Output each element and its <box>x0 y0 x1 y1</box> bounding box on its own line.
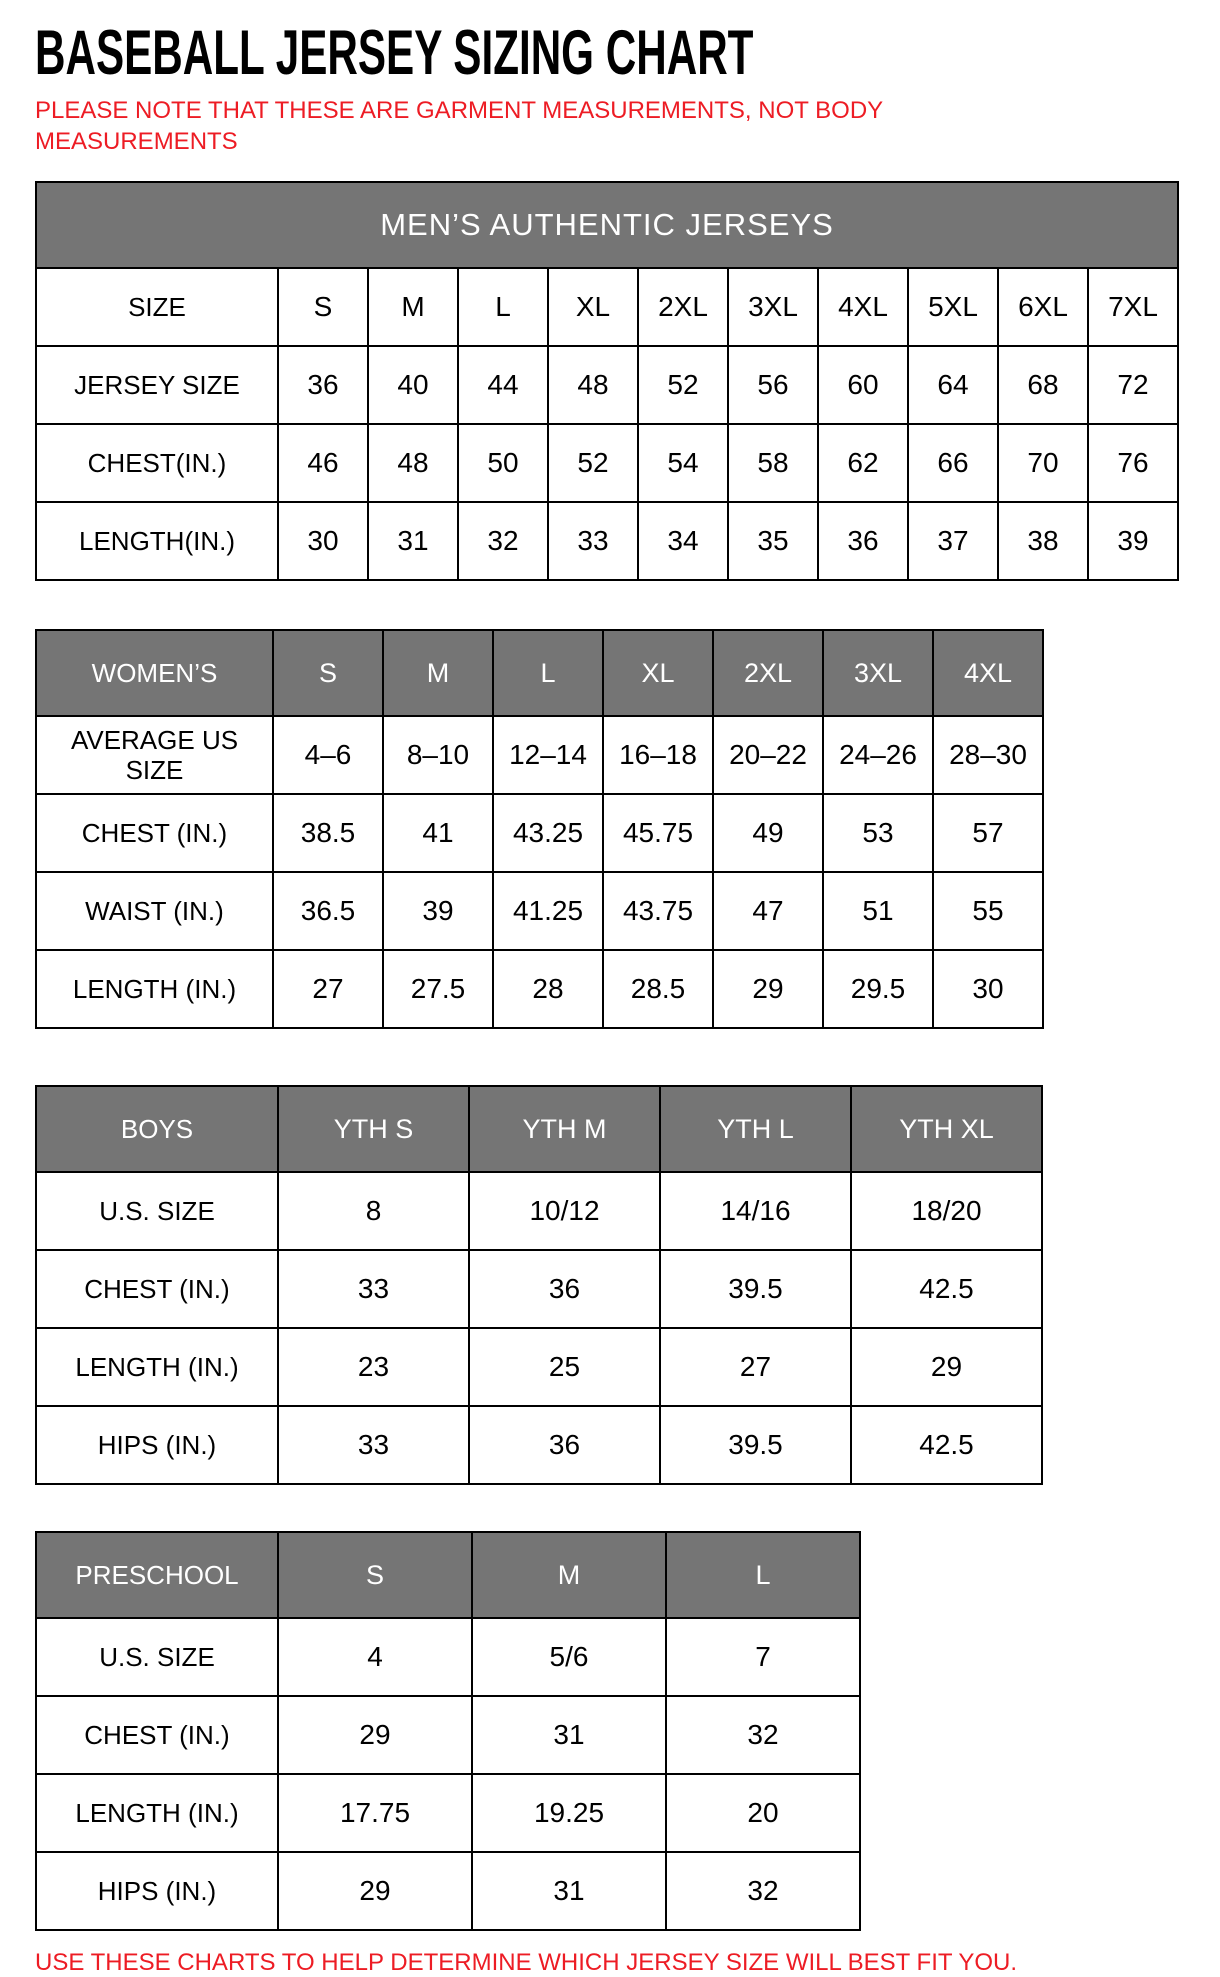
preschool-value-cell: 29 <box>278 1696 472 1774</box>
preschool-value-cell: 32 <box>666 1852 860 1930</box>
womens-value-cell: 55 <box>933 872 1043 950</box>
preschool-table-row <box>36 1618 860 1696</box>
mens-value-cell: 52 <box>548 424 638 502</box>
boys-table-row <box>36 1328 1042 1406</box>
mens-value-cell: 34 <box>638 502 728 580</box>
preschool-table-row <box>36 1696 860 1774</box>
mens-value-cell: 36 <box>278 346 368 424</box>
boys-column-header: YTH L <box>660 1086 851 1172</box>
boys-row-label: U.S. SIZE <box>36 1172 278 1250</box>
boys-column-header: YTH XL <box>851 1086 1042 1172</box>
boys-value-cell: 29 <box>851 1328 1042 1406</box>
boys-value-cell: 42.5 <box>851 1406 1042 1484</box>
womens-value-cell: 39 <box>383 872 493 950</box>
mens-value-cell: XL <box>548 268 638 346</box>
boys-value-cell: 10/12 <box>469 1172 660 1250</box>
preschool-value-cell: 7 <box>666 1618 860 1696</box>
mens-value-cell: 3XL <box>728 268 818 346</box>
womens-value-cell: 24–26 <box>823 716 933 794</box>
womens-value-cell: 47 <box>713 872 823 950</box>
womens-value-cell: 27 <box>273 950 383 1028</box>
womens-value-cell: 43.75 <box>603 872 713 950</box>
boys-value-cell: 36 <box>469 1406 660 1484</box>
mens-value-cell: 50 <box>458 424 548 502</box>
boys-value-cell: 36 <box>469 1250 660 1328</box>
boys-row-label: CHEST (IN.) <box>36 1250 278 1328</box>
boys-row-label: LENGTH (IN.) <box>36 1328 278 1406</box>
preschool-column-header: M <box>472 1532 666 1618</box>
mens-value-cell: 6XL <box>998 268 1088 346</box>
womens-value-cell: 27.5 <box>383 950 493 1028</box>
mens-row-label: CHEST(IN.) <box>36 424 278 502</box>
mens-value-cell: 76 <box>1088 424 1178 502</box>
mens-row-label: SIZE <box>36 268 278 346</box>
preschool-value-cell: 19.25 <box>472 1774 666 1852</box>
boys-table-row <box>36 1250 1042 1328</box>
womens-row-label: AVERAGE US SIZE <box>36 716 273 794</box>
mens-table-banner: MEN’S AUTHENTIC JERSEYS <box>36 182 1178 268</box>
preschool-value-cell: 5/6 <box>472 1618 666 1696</box>
mens-value-cell: 32 <box>458 502 548 580</box>
womens-value-cell: 12–14 <box>493 716 603 794</box>
mens-value-cell: 2XL <box>638 268 728 346</box>
mens-value-cell: 70 <box>998 424 1088 502</box>
womens-value-cell: 36.5 <box>273 872 383 950</box>
mens-value-cell: S <box>278 268 368 346</box>
mens-value-cell: 72 <box>1088 346 1178 424</box>
womens-value-cell: 45.75 <box>603 794 713 872</box>
boys-value-cell: 25 <box>469 1328 660 1406</box>
womens-table-row <box>36 872 1043 950</box>
preschool-value-cell: 4 <box>278 1618 472 1696</box>
womens-value-cell: 57 <box>933 794 1043 872</box>
mens-value-cell: 44 <box>458 346 548 424</box>
mens-value-cell: M <box>368 268 458 346</box>
womens-column-header: M <box>383 630 493 716</box>
preschool-value-cell: 17.75 <box>278 1774 472 1852</box>
mens-table-row <box>36 502 1178 580</box>
preschool-column-header: L <box>666 1532 860 1618</box>
womens-header-row <box>36 630 1043 716</box>
womens-value-cell: 30 <box>933 950 1043 1028</box>
mens-row-label: JERSEY SIZE <box>36 346 278 424</box>
boys-value-cell: 33 <box>278 1406 469 1484</box>
womens-value-cell: 8–10 <box>383 716 493 794</box>
womens-value-cell: 53 <box>823 794 933 872</box>
boys-row-label: HIPS (IN.) <box>36 1406 278 1484</box>
boys-sizing-table <box>35 1085 1043 1485</box>
boys-table-row <box>36 1406 1042 1484</box>
womens-column-header: 3XL <box>823 630 933 716</box>
boys-value-cell: 33 <box>278 1250 469 1328</box>
mens-value-cell: 66 <box>908 424 998 502</box>
mens-value-cell: 36 <box>818 502 908 580</box>
boys-value-cell: 8 <box>278 1172 469 1250</box>
preschool-row-label: HIPS (IN.) <box>36 1852 278 1930</box>
boys-value-cell: 18/20 <box>851 1172 1042 1250</box>
mens-value-cell: 54 <box>638 424 728 502</box>
mens-table-row <box>36 346 1178 424</box>
mens-value-cell: 68 <box>998 346 1088 424</box>
mens-value-cell: 58 <box>728 424 818 502</box>
mens-value-cell: 33 <box>548 502 638 580</box>
preschool-table-row <box>36 1774 860 1852</box>
mens-table-row <box>36 424 1178 502</box>
preschool-table-row <box>36 1852 860 1930</box>
womens-value-cell: 16–18 <box>603 716 713 794</box>
boys-table-row <box>36 1172 1042 1250</box>
preschool-row-label: CHEST (IN.) <box>36 1696 278 1774</box>
page-title-text: BASEBALL JERSEY SIZING CHART <box>35 18 754 88</box>
preschool-row-label: LENGTH (IN.) <box>36 1774 278 1852</box>
womens-value-cell: 51 <box>823 872 933 950</box>
preschool-value-cell: 29 <box>278 1852 472 1930</box>
womens-value-cell: 4–6 <box>273 716 383 794</box>
mens-value-cell: 35 <box>728 502 818 580</box>
mens-value-cell: 56 <box>728 346 818 424</box>
preschool-sizing-table <box>35 1531 861 1931</box>
mens-value-cell: 39 <box>1088 502 1178 580</box>
mens-value-cell: 48 <box>368 424 458 502</box>
boys-value-cell: 39.5 <box>660 1250 851 1328</box>
womens-column-header: L <box>493 630 603 716</box>
mens-value-cell: 5XL <box>908 268 998 346</box>
preschool-value-cell: 20 <box>666 1774 860 1852</box>
boys-column-header: YTH S <box>278 1086 469 1172</box>
preschool-row-label: U.S. SIZE <box>36 1618 278 1696</box>
preschool-column-header: S <box>278 1532 472 1618</box>
mens-value-cell: 40 <box>368 346 458 424</box>
mens-row-label: LENGTH(IN.) <box>36 502 278 580</box>
boys-header-row <box>36 1086 1042 1172</box>
boys-value-cell: 27 <box>660 1328 851 1406</box>
womens-row-label: CHEST (IN.) <box>36 794 273 872</box>
mens-value-cell: 46 <box>278 424 368 502</box>
boys-value-cell: 14/16 <box>660 1172 851 1250</box>
womens-table-row <box>36 950 1043 1028</box>
womens-column-header: S <box>273 630 383 716</box>
womens-value-cell: 29 <box>713 950 823 1028</box>
womens-column-header: XL <box>603 630 713 716</box>
womens-value-cell: 49 <box>713 794 823 872</box>
preschool-value-cell: 31 <box>472 1696 666 1774</box>
mens-value-cell: 37 <box>908 502 998 580</box>
womens-table-row <box>36 794 1043 872</box>
womens-value-cell: 41.25 <box>493 872 603 950</box>
womens-value-cell: 20–22 <box>713 716 823 794</box>
mens-value-cell: 7XL <box>1088 268 1178 346</box>
mens-value-cell: 38 <box>998 502 1088 580</box>
preschool-header-row <box>36 1532 860 1618</box>
preschool-value-cell: 32 <box>666 1696 860 1774</box>
womens-value-cell: 43.25 <box>493 794 603 872</box>
womens-value-cell: 38.5 <box>273 794 383 872</box>
mens-value-cell: 30 <box>278 502 368 580</box>
boys-header-label: BOYS <box>36 1086 278 1172</box>
womens-sizing-table <box>35 629 1044 1029</box>
womens-row-label: WAIST (IN.) <box>36 872 273 950</box>
mens-value-cell: 52 <box>638 346 728 424</box>
mens-value-cell: 4XL <box>818 268 908 346</box>
mens-value-cell: 62 <box>818 424 908 502</box>
garment-measurement-note: PLEASE NOTE THAT THESE ARE GARMENT MEASUREMENTS, NOT BODY MEASUREMENTS <box>35 97 883 156</box>
boys-value-cell: 23 <box>278 1328 469 1406</box>
boys-value-cell: 39.5 <box>660 1406 851 1484</box>
womens-value-cell: 41 <box>383 794 493 872</box>
mens-banner-row <box>36 182 1178 268</box>
preschool-value-cell: 31 <box>472 1852 666 1930</box>
mens-authentic-jerseys-table <box>35 181 1179 581</box>
womens-value-cell: 28–30 <box>933 716 1043 794</box>
mens-value-cell: 60 <box>818 346 908 424</box>
womens-value-cell: 28.5 <box>603 950 713 1028</box>
womens-header-label: WOMEN’S <box>36 630 273 716</box>
mens-value-cell: L <box>458 268 548 346</box>
womens-table-row <box>36 716 1043 794</box>
boys-value-cell: 42.5 <box>851 1250 1042 1328</box>
mens-table-row <box>36 268 1178 346</box>
mens-value-cell: 48 <box>548 346 638 424</box>
womens-column-header: 2XL <box>713 630 823 716</box>
mens-value-cell: 64 <box>908 346 998 424</box>
preschool-header-label: PRESCHOOL <box>36 1532 278 1618</box>
mens-value-cell: 31 <box>368 502 458 580</box>
womens-value-cell: 29.5 <box>823 950 933 1028</box>
page-title <box>35 18 1185 88</box>
womens-column-header: 4XL <box>933 630 1043 716</box>
womens-row-label: LENGTH (IN.) <box>36 950 273 1028</box>
footer-note: USE THESE CHARTS TO HELP DETERMINE WHICH JERSEY SIZE WILL BEST FIT YOU. <box>35 1949 1018 1977</box>
womens-value-cell: 28 <box>493 950 603 1028</box>
boys-column-header: YTH M <box>469 1086 660 1172</box>
